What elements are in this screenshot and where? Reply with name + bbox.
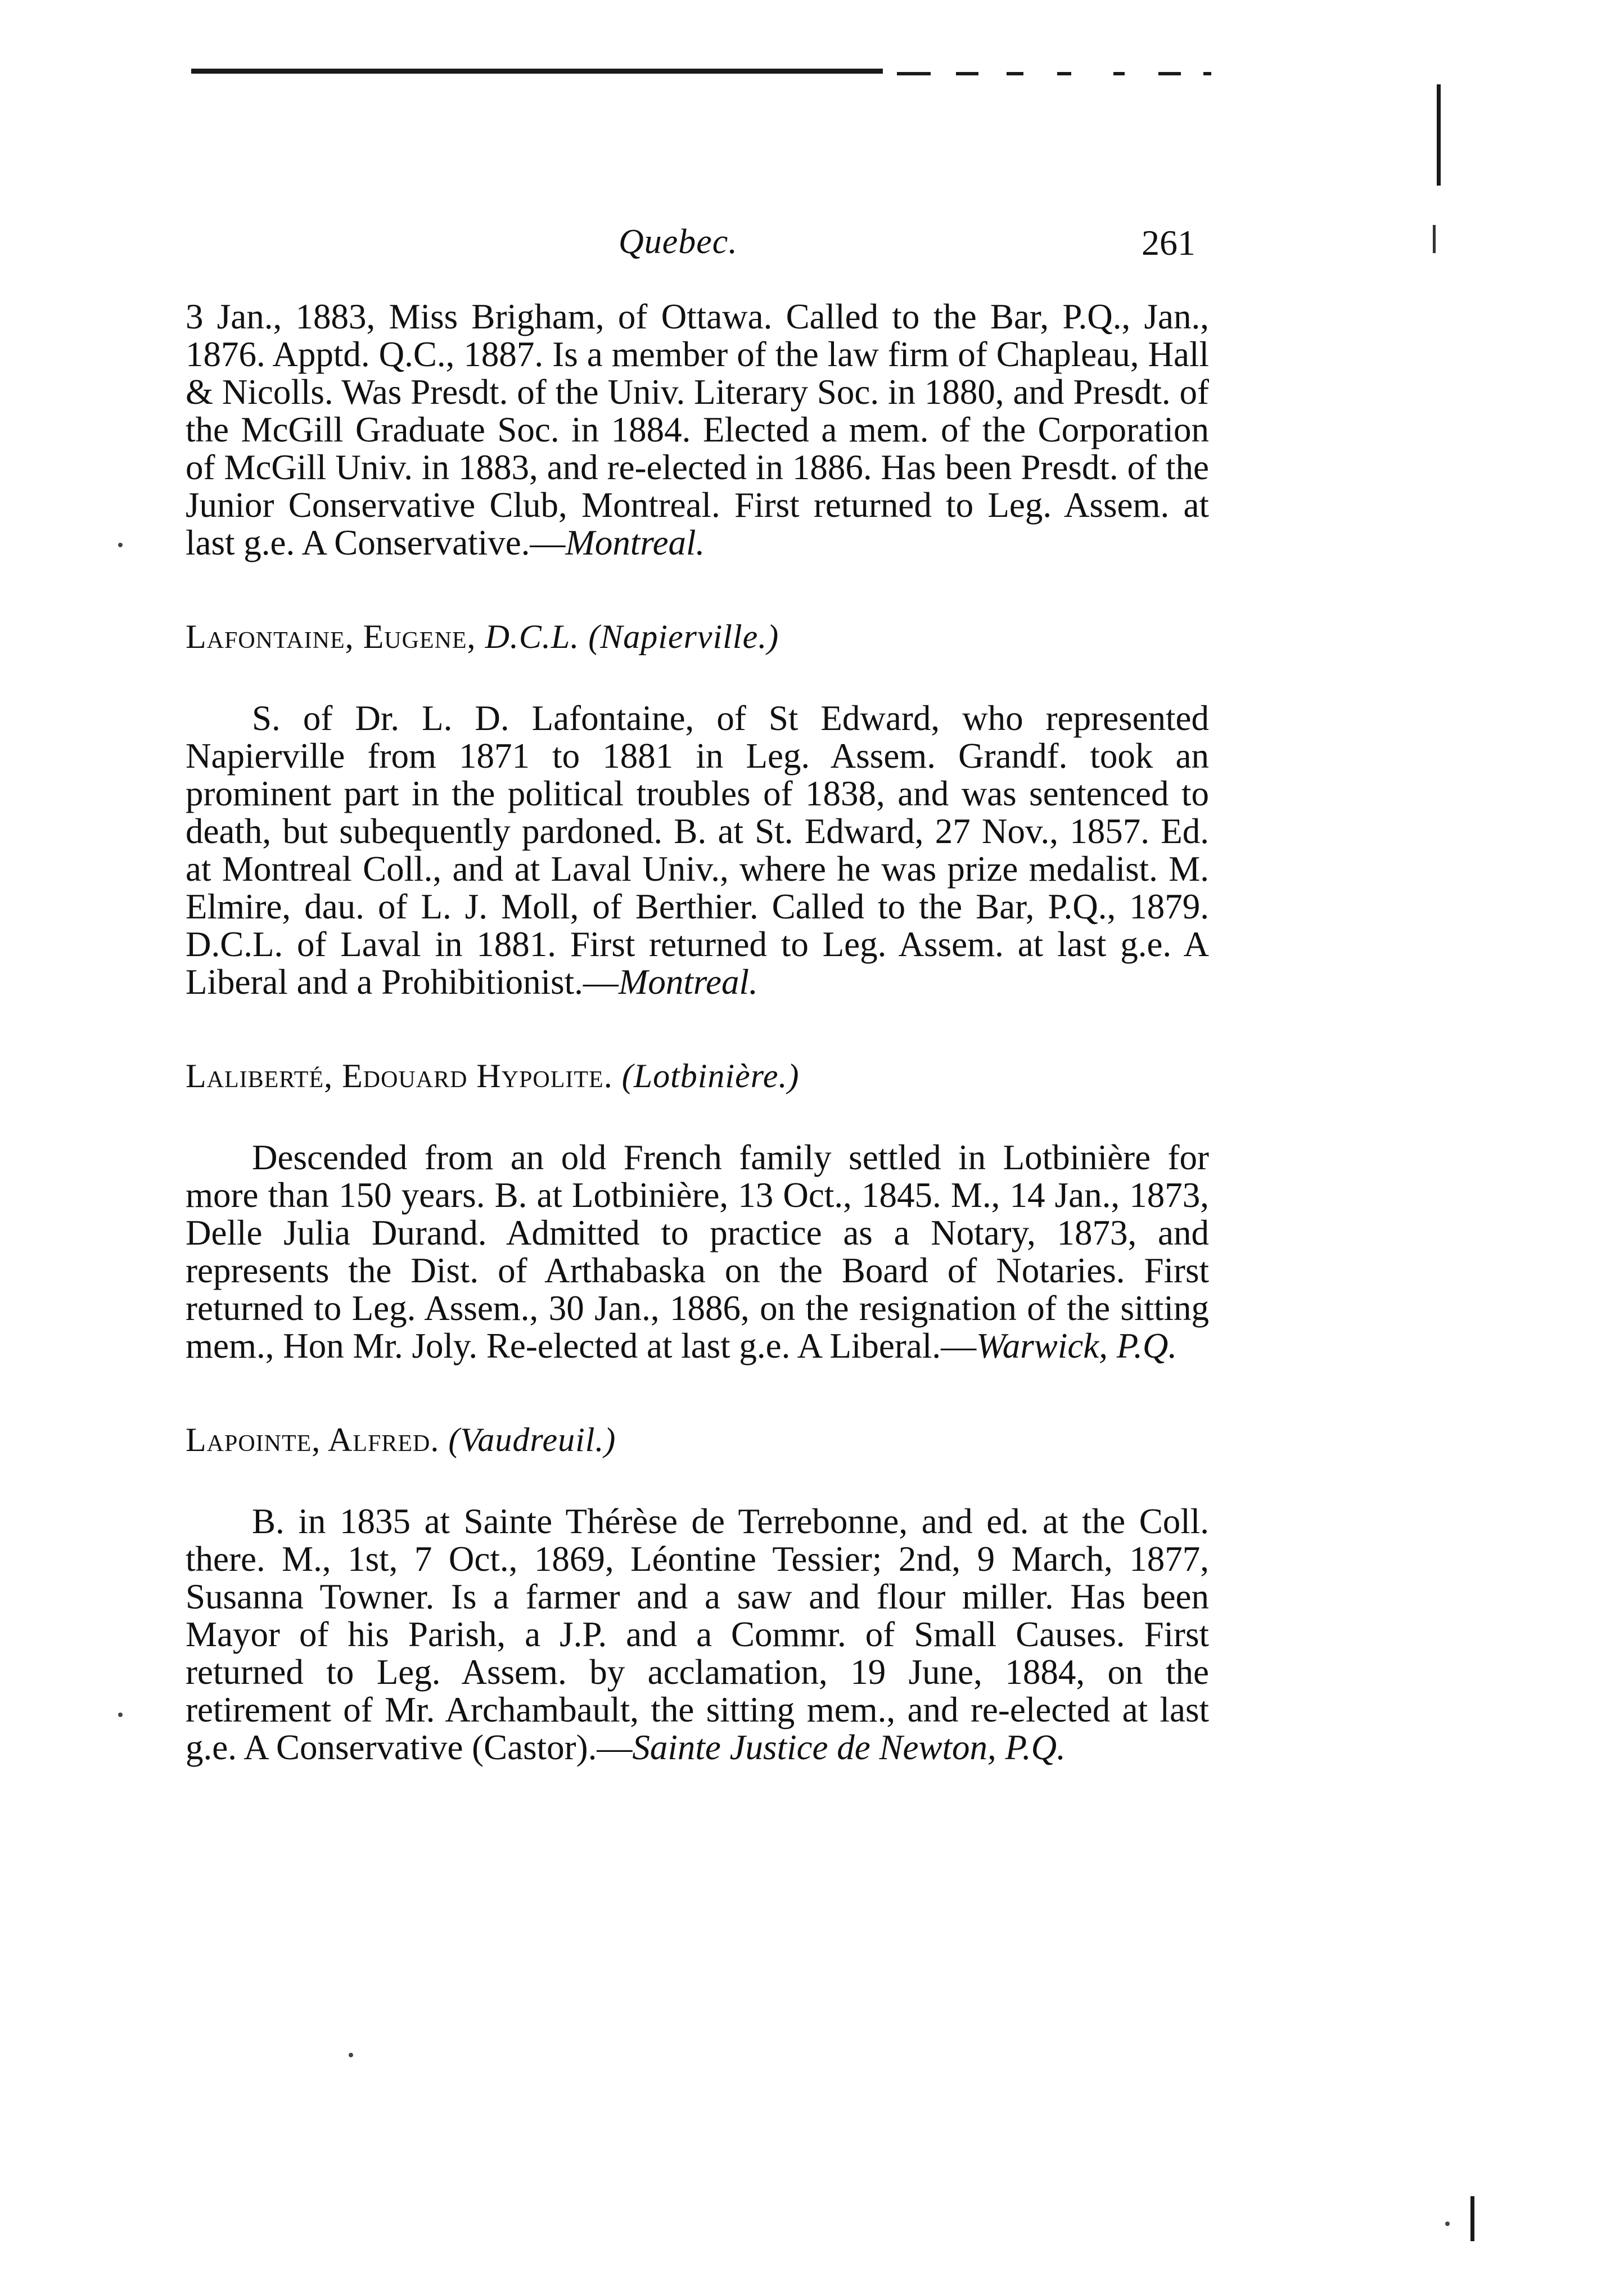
entry-body (186, 1503, 1209, 1767)
top-rule (191, 69, 883, 74)
speck (1445, 2222, 1450, 2226)
top-rule-dash (956, 72, 978, 75)
edge-mark (1433, 225, 1436, 253)
entry-heading (186, 1057, 1209, 1095)
entry-degree: D.C.L. (485, 618, 580, 655)
top-rule-dash (1113, 72, 1125, 75)
entry-body (186, 1139, 1209, 1365)
corner-mark (1470, 2196, 1474, 2241)
entry-location: Montreal. (565, 523, 705, 562)
entry-body-text: S. of Dr. L. D. Lafontaine, of St Edward, who represented Napierville from 1871 to 1881 in Leg. Assem. Grandf. took an prominent part in the political troubles of 1838, and was sentenced to death, but subequently pardoned. B. at St. Edward, 27 Nov., 1857. Ed. at Montreal Coll., and at Laval Univ., where he was prize medalist. M. Elmire, dau. of L. J. Moll, of Berthier. Called to the Bar, P.Q., 1879. D.C.L. of Laval in 1881. First returned to Leg. Assem. at last g.e. A Liberal and a Prohibitionist.— (186, 699, 1209, 1002)
speck (118, 543, 123, 547)
entry-body-text: Descended from an old French family settled in Lotbinière for more than 150 years. B. at Lotbinière, 13 Oct., 1845. M., 14 Jan., 1873, Delle Julia Durand. Admitted to practice as a Notary, 1873, and represents the Dist. of Arthabaska on the Board of Notaries. First returned to Leg. Assem., 30 Jan., 1886, on the resignation of the sitting mem., Hon Mr. Joly. Re-elected at last g.e. A Liberal.— (186, 1138, 1209, 1366)
running-title: Quebec. (619, 223, 738, 261)
entry-name: Lafontaine, Eugene, (186, 618, 476, 655)
entry-name: Lapointe, Alfred. (186, 1421, 440, 1458)
entry-name: Laliberté, Edouard Hypolite. (186, 1057, 613, 1094)
entry-heading (186, 618, 1209, 656)
entry-location: Warwick, P.Q. (976, 1326, 1178, 1366)
top-rule-dash (1007, 72, 1023, 75)
entry-body-text: B. in 1835 at Sainte Thérèse de Terrebonne, and ed. at the Coll. there. M., 1st, 7 Oct., 1869, Léontine Tessier; 2nd, 9 March, 1877, Susanna Towner. Is a farmer and a saw and flour miller. Has been Mayor of his Parish, a J.P. and a Commr. of Small Causes. First returned to Leg. Assem. by acclamation, 19 June, 1884, on the retirement of Mr. Archambault, the sitting mem., and re-elected at last g.e. A Conservative (Castor).— (186, 1502, 1209, 1767)
speck (349, 2053, 353, 2057)
top-rule-dash (897, 72, 931, 75)
entry-location: Montreal. (618, 962, 758, 1002)
entry-body (186, 298, 1209, 562)
entries-column (186, 298, 1209, 1767)
speck (118, 1713, 123, 1717)
entry-constituency: (Lotbinière.) (621, 1057, 800, 1094)
top-rule-dash (1057, 72, 1071, 75)
entry-body-text: 3 Jan., 1883, Miss Brigham, of Ottawa. Called to the Bar, P.Q., Jan., 1876. Apptd. Q.C., 1887. Is a member of the law firm of Chapleau, Hall & Nicolls. Was Presdt. of the Univ. Literary Soc. in 1880, and Presdt. of the McGill Graduate Soc. in 1884. Elected a mem. of the Corporation of McGill Univ. in 1883, and re-elected in 1886. Has been Presdt. of the Junior Conservative Club, Montreal. First returned to Leg. Assem. at last g.e. A Conservative.— (186, 297, 1209, 562)
entry-constituency: (Vaudreuil.) (448, 1421, 616, 1458)
top-rule-dash (1203, 72, 1211, 75)
entry-heading (186, 1421, 1209, 1459)
entry-body (186, 700, 1209, 1001)
entry-constituency: (Napierville.) (588, 618, 779, 655)
edge-mark (1437, 84, 1441, 186)
entry-location: Sainte Justice de Newton, P.Q. (632, 1728, 1066, 1767)
top-rule-dash (1158, 72, 1181, 75)
page-number: 261 (1142, 223, 1196, 263)
